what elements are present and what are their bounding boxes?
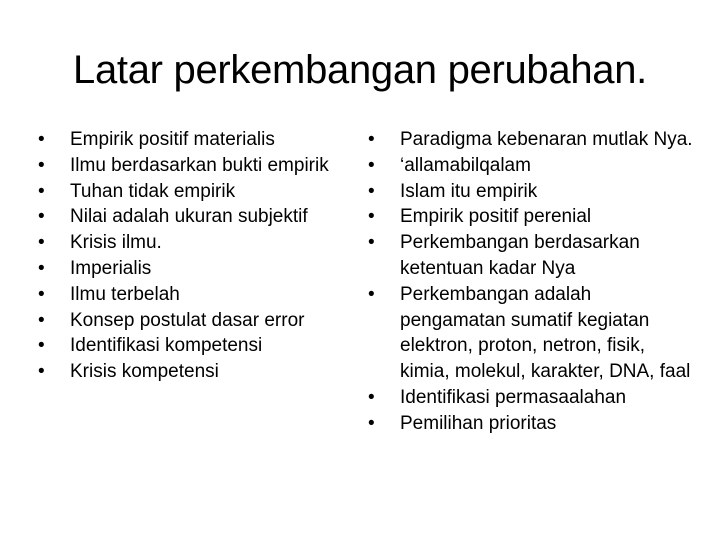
bullet-icon: • (368, 232, 375, 254)
list-item (366, 204, 696, 230)
list-item (36, 256, 336, 282)
list-item-text: Krisis ilmu. (70, 232, 162, 254)
list-item-text: Perkembangan berdasarkan ketentuan kadar Nya (400, 232, 640, 279)
list-item (36, 204, 336, 230)
bullet-icon: • (38, 335, 45, 357)
list-item (36, 153, 336, 179)
left-bullet-list (36, 127, 336, 385)
list-item-text: Ilmu terbelah (70, 283, 180, 305)
list-item-text: Perkembangan adalah pengamatan sumatif kegiatan elektron, proton, netron, fisik, kimia, molekul, karakter, DNA, faal (400, 283, 691, 383)
bullet-icon: • (38, 361, 45, 383)
list-item (36, 282, 336, 308)
list-item-text: ‘allamabilqalam (400, 154, 531, 176)
list-item-text: Ilmu berdasarkan bukti empirik (70, 154, 329, 176)
bullet-icon: • (368, 206, 375, 228)
list-item (36, 230, 336, 256)
bullet-icon: • (368, 386, 375, 408)
list-item (36, 127, 336, 153)
list-item (36, 179, 336, 205)
right-bullet-list (366, 127, 696, 437)
list-item (36, 333, 336, 359)
bullet-icon: • (38, 257, 45, 279)
list-item-text: Empirik positif perenial (400, 206, 592, 228)
bullet-icon: • (368, 129, 375, 150)
list-item-text: Identifikasi permasaalahan (400, 386, 627, 408)
list-item-text: Tuhan tidak empirik (70, 180, 236, 202)
list-item (366, 385, 696, 411)
bullet-icon: • (38, 180, 45, 202)
bullet-icon: • (38, 232, 45, 254)
list-item-text: Paradigma kebenaran mutlak Nya. (400, 129, 693, 150)
list-item (36, 308, 336, 334)
list-item-text: Pemilihan prioritas (400, 412, 557, 434)
list-item (366, 411, 696, 437)
bullet-icon: • (368, 180, 375, 202)
bullet-icon: • (368, 283, 375, 305)
list-item-text: Islam itu empirik (400, 180, 538, 202)
list-item (366, 230, 696, 282)
bullet-icon: • (38, 309, 45, 331)
list-item-text: Identifikasi kompetensi (70, 335, 263, 357)
list-item-text: Konsep postulat dasar error (70, 309, 305, 331)
list-item-text: Empirik positif materialis (70, 129, 275, 150)
list-item (366, 179, 696, 205)
bullet-icon: • (38, 154, 45, 176)
list-item (366, 153, 696, 179)
list-item-text: Imperialis (70, 257, 152, 279)
slide-title: Latar perkembangan perubahan. (73, 48, 647, 92)
bullet-icon: • (368, 412, 375, 434)
list-item-text: Krisis kompetensi (70, 361, 219, 383)
list-item (366, 127, 696, 153)
bullet-icon: • (38, 129, 45, 150)
list-item-text: Nilai adalah ukuran subjektif (70, 206, 308, 228)
list-item (366, 282, 696, 385)
bullet-icon: • (38, 283, 45, 305)
list-item (36, 359, 336, 385)
bullet-icon: • (368, 154, 375, 176)
bullet-icon: • (38, 206, 45, 228)
